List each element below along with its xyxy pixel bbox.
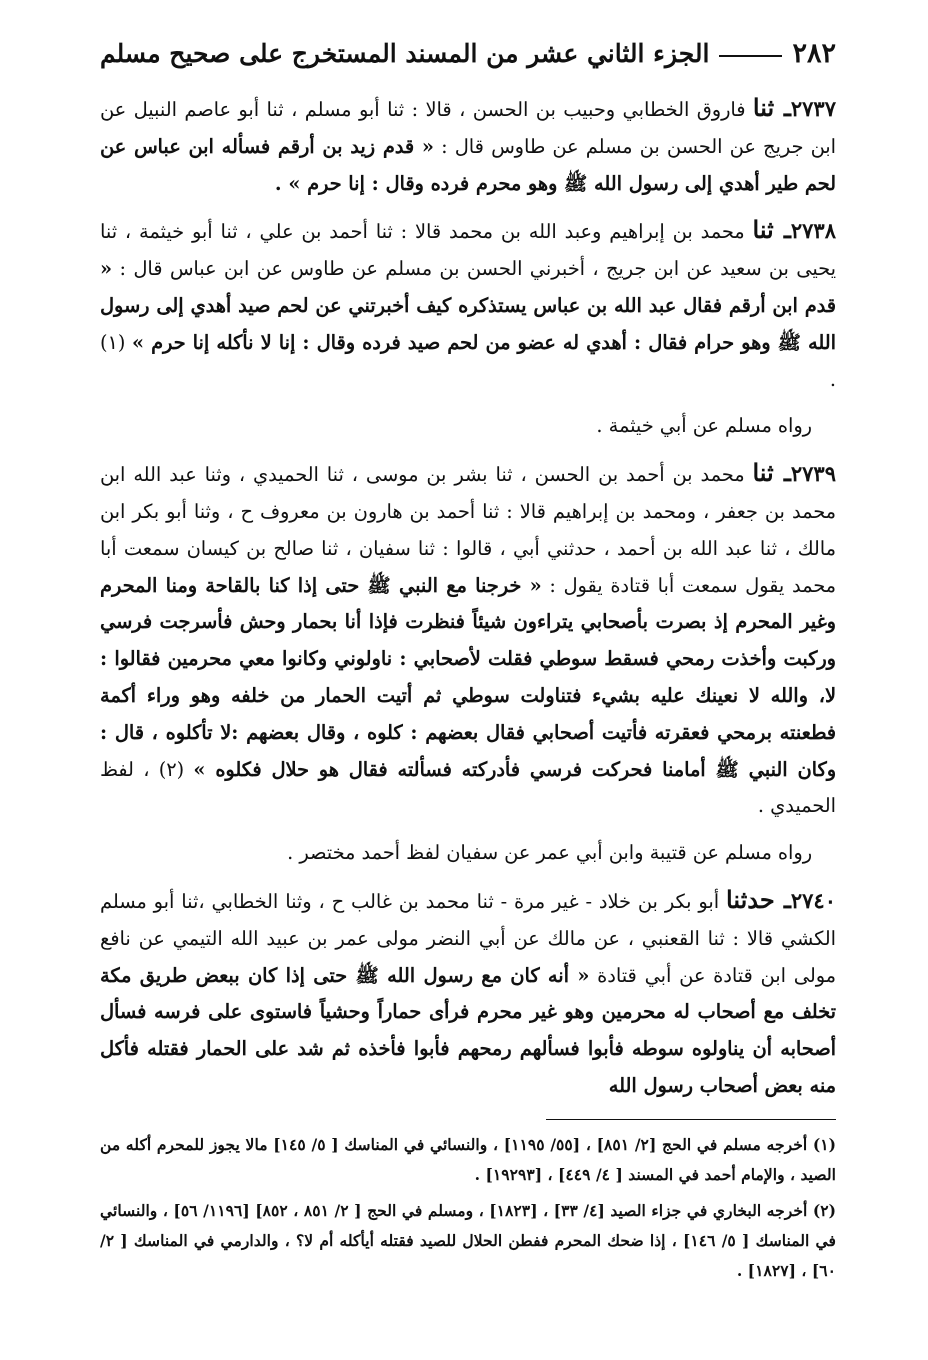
hadith-matn: « أنه كان مع رسول الله ﷺ حتى إذا كان ببعض طريق مكة تخلف مع أصحاب له محرمين وهو غير محرم فرأى حماراً وحشياً فاستوى على فرسه فسأل أصحابه أن يناولوه سوطه فأبوا فسألهم رمحهم فأبوا فأخذه ثم شد على الحمار فقتله فأكل منه بعض أصحاب رسول الله (100, 963, 836, 1097)
narration-note: رواه مسلم عن قتيبة وابن أبي عمر عن سفيان لفظ أحمد مختصر . (287, 841, 812, 865)
hadith-entry (100, 882, 836, 1105)
footnote: (١) أخرجه مسلم في الحج [٢/ ٨٥١] ، [٥٥/ ١١٩٥] ، والنسائي في المناسك [ ٥/ ١٤٥] مالا يجوز للمحرم أكله من الصيد ، والإمام أحمد في المسند [ ٤/ ٤٤٩] ، [١٩٢٩٣] . (100, 1134, 837, 1184)
hadith-entry (100, 455, 836, 825)
page-header (100, 28, 836, 78)
hadith-abbr: ـ ثنا (752, 458, 791, 488)
hadith-isnad: محمد بن إبراهيم وعبد الله بن محمد قالا : ثنا أحمد بن علي ، ثنا أبو خيثمة ، ثنا يحيى بن سعيد عن ابن جريج ، أخبرني الحسن بن مسلم عن طاوس عن ابن عباس قال : (100, 220, 836, 281)
hadith-tail: (٢) ، لفظ الحميدي . (100, 757, 836, 818)
page-number: ٢٨٢ (792, 37, 836, 69)
hadith-number: ٢٧٣٩ (790, 461, 836, 487)
hadith-abbr: ـ ثنا (752, 93, 791, 122)
narration-note: رواه مسلم عن أبي خيثمة . (596, 414, 812, 438)
hadith-matn: « قدم ابن أرقم فقال عبد الله بن عباس يستذكره كيف أخبرتني عن لحم صيد أهدي إلى رسول الله ﷺ وهو حرام فقال : أهدي له عضو من لحم صيد فرده وقال : إنا لا نأكله إنا حرم » (100, 257, 836, 354)
hadith-number: ٢٧٣٨ (790, 218, 836, 244)
hadith-entry (100, 212, 836, 398)
hadith-abbr: ـ حدثنا (726, 884, 791, 914)
hadith-entry (100, 90, 836, 202)
footnote: (٢) أخرجه البخاري في جزاء الصيد [٤/ ٣٣] ، [١٨٢٣] ، ومسلم في الحج [ ٢/ ٨٥١ ، ٨٥٢] [١١٩٦/ ٥٦] ، والنسائي في المناسك [ ٥/ ١٤٦] ، إذا ضحك المحرم ففطن الحلال للصيد فقتله أيأكله أم لا؟ ، والدارمي في المناسك [ ٢/ ٦٠] ، [١٨٢٧] . (100, 1200, 836, 1280)
footnote-divider (546, 1119, 836, 1120)
hadith-number: ٢٧٤٠ (790, 887, 836, 913)
hadith-matn: « خرجنا مع النبي ﷺ حتى إذا كنا بالقاحة ومنا المحرم وغير المحرم إذ بصرت بأصحابي يتراءون شيئاً فنظرت فإذا أنا بحمار وحش فأسرجت فرسي وركبت وأخذت رمحي فسقط سوطي فقلت لأصحابي : ناولوني وكانوا معي محرمين فقالوا : لا، والله لا نعينك عليه بشيء فتناولت سوطي ثم أتيت الحمار من خلفه وهو وراء أكمة فطعنته برمحي فعقرته فأتيت أصحابي فقال بعضهم : كلوه ، وقال بعضهم :لا تأكلوه ، قال : وكان النبي ﷺ أمامنا فحركت فرسي فأدركته فسألته فقال هو حلال فكلوه » (100, 573, 837, 781)
footnotes (100, 1130, 836, 1286)
hadith-isnad: محمد بن أحمد بن الحسن ، ثنا بشر بن موسى ، ثنا الحميدي ، وثنا عبد الله ابن محمد بن جعفر ، ومحمد بن إبراهيم قالا : ثنا أحمد بن هارون بن معروف ح ، وثنا أبو بكر ابن مالك ، ثنا عبد الله بن أحمد ، حدثني أبي ، قالوا : ثنا سفيان ، ثنا صالح بن كيسان سمعت أبا محمد يقول سمعت أبا قتادة يقول : (100, 463, 836, 597)
hadith-matn: « قدم زيد بن أرقم فسأله ابن عباس عن لحم طير أهدي إلى رسول الله ﷺ وهو محرم فرده وقال : إنا حرم » . (100, 134, 836, 195)
header-rule (719, 55, 782, 57)
hadith-number: ٢٧٣٧ (790, 96, 836, 121)
hadith-isnad: أبو بكر بن خلاد - غير مرة - ثنا محمد بن غالب ح ، وثنا الخطابي ،ثنا أبو مسلم الكشي قالا : ثنا القعنبي ، عن مالك عن أبي النضر مولى عمر بن عبيد الله التيمي عن نافع مولى ابن قتادة عن أبي قتادة (100, 889, 836, 987)
hadith-isnad: فاروق الخطابي وحبيب بن الحسن ، قالا : ثنا أبو مسلم ، ثنا أبو عاصم النبيل عن ابن جريج عن الحسن بن مسلم عن طاوس قال : (100, 98, 836, 158)
hadith-abbr: ـ ثنا (752, 215, 791, 245)
page-body (100, 90, 836, 1105)
hadith-tail: (١) . (100, 330, 836, 391)
running-title: الجزء الثاني عشر من المسند المستخرج على صحيح مسلم (100, 38, 710, 68)
